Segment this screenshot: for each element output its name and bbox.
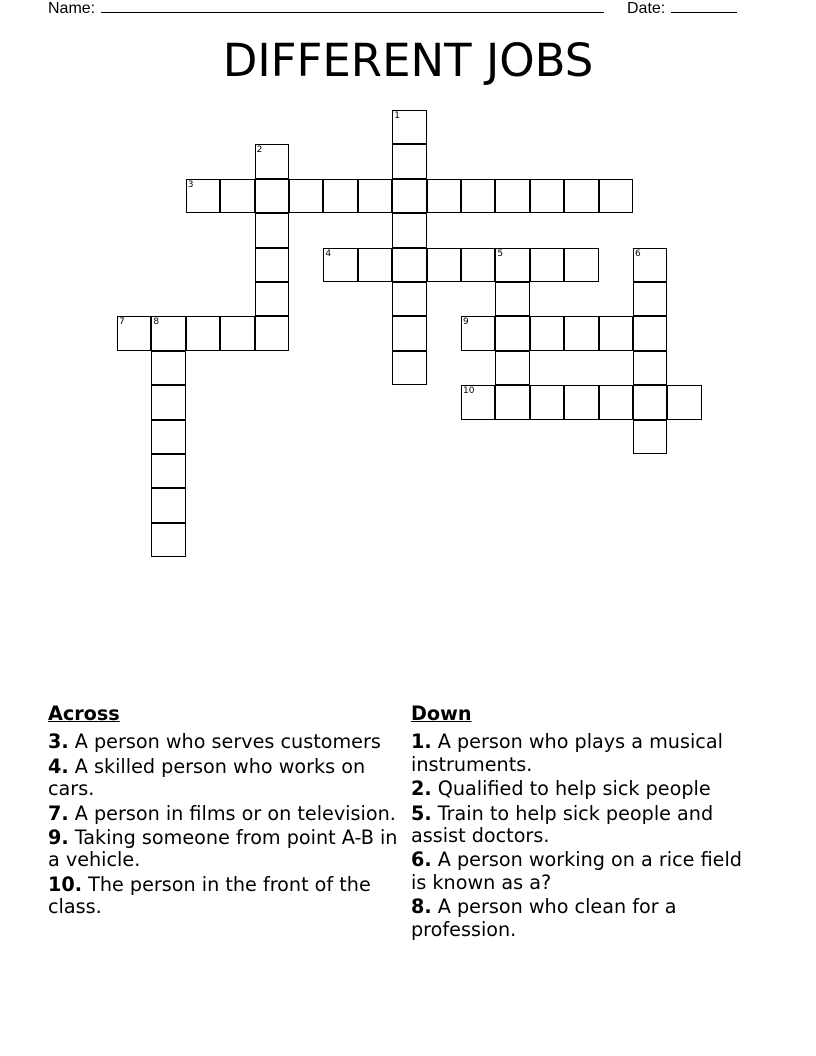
grid-cell[interactable]: [392, 316, 426, 350]
grid-cell[interactable]: [220, 179, 254, 213]
grid-cell[interactable]: [633, 385, 667, 419]
grid-cell[interactable]: [461, 385, 495, 419]
clue-number: 10.: [48, 872, 82, 896]
down-clue: [411, 849, 756, 894]
down-heading: Down: [411, 702, 472, 725]
clue-text: The person in the front of the class.: [48, 872, 371, 919]
clue-number-label: 1: [394, 111, 400, 121]
grid-cell[interactable]: [427, 179, 461, 213]
grid-cell[interactable]: [495, 385, 529, 419]
grid-cell[interactable]: [564, 316, 598, 350]
clue-text: Taking someone from point A-B in a vehicle.: [48, 826, 398, 872]
page-title: DIFFERENT JOBS: [222, 34, 594, 87]
down-clue: [411, 896, 756, 941]
grid-cell[interactable]: [599, 179, 633, 213]
grid-cell[interactable]: [186, 316, 220, 350]
grid-cell[interactable]: [530, 248, 564, 282]
grid-cell[interactable]: [289, 179, 323, 213]
clue-number-label: 6: [635, 248, 641, 259]
grid-cell[interactable]: [530, 385, 564, 419]
across-clue: [48, 874, 398, 919]
grid-cell[interactable]: [255, 248, 289, 282]
clue-number-label: 3: [187, 179, 194, 190]
grid-cell[interactable]: [461, 316, 495, 350]
clue-number: 2.: [411, 777, 432, 801]
grid-cell[interactable]: [530, 316, 564, 350]
clue-text: A person who serves customers: [74, 730, 381, 754]
grid-cell[interactable]: [599, 385, 633, 419]
grid-cell[interactable]: [151, 454, 185, 488]
grid-cell[interactable]: [323, 248, 357, 282]
grid-cell[interactable]: [667, 385, 701, 419]
clue-number: 8.: [411, 895, 432, 919]
grid-cell[interactable]: [151, 420, 185, 454]
down-clue: [411, 731, 756, 776]
grid-cell[interactable]: [427, 248, 461, 282]
clue-number-label: 4: [325, 248, 332, 259]
grid-cell[interactable]: [392, 179, 426, 213]
grid-cell[interactable]: [392, 144, 426, 178]
clue-number-label: 9: [463, 317, 469, 328]
grid-cell[interactable]: [186, 179, 220, 213]
across-clue: [48, 731, 398, 753]
grid-cell[interactable]: [323, 179, 357, 213]
grid-cell[interactable]: [633, 248, 667, 282]
grid-cell[interactable]: [530, 179, 564, 213]
clue-text: Train to help sick people and assist doctors.: [411, 801, 714, 848]
grid-cell[interactable]: [564, 385, 598, 419]
clue-number-label: 5: [497, 248, 504, 259]
down-clue: [411, 803, 756, 848]
grid-cell[interactable]: [495, 179, 529, 213]
grid-cell[interactable]: [151, 488, 185, 522]
clue-number: 5.: [411, 801, 432, 825]
grid-cell[interactable]: [495, 316, 529, 350]
clue-number: 1.: [411, 730, 432, 754]
grid-cell[interactable]: [564, 248, 598, 282]
grid-cell[interactable]: [392, 282, 426, 316]
across-clue: [48, 803, 398, 825]
across-clue: [48, 827, 398, 872]
clue-number: 6.: [411, 848, 432, 872]
clue-number: 7.: [48, 801, 69, 825]
grid-cell[interactable]: [392, 351, 426, 385]
grid-cell[interactable]: [633, 282, 667, 316]
clue-text: A person who clean for a profession.: [411, 895, 677, 941]
grid-cell[interactable]: [633, 351, 667, 385]
grid-cell[interactable]: [358, 248, 392, 282]
grid-cell[interactable]: [255, 316, 289, 350]
grid-cell[interactable]: [392, 213, 426, 247]
grid-cell[interactable]: [255, 282, 289, 316]
clue-text: A person who plays a musical instruments.: [411, 730, 723, 776]
grid-cell[interactable]: [495, 248, 529, 282]
clue-text: A person in films or on television.: [74, 801, 396, 825]
date-label: Date:: [627, 0, 666, 17]
clue-text: Qualified to help sick people: [437, 777, 711, 801]
grid-cell[interactable]: [255, 213, 289, 247]
down-clues: [411, 703, 756, 943]
grid-cell[interactable]: [255, 144, 289, 178]
clue-number-label: 8: [153, 317, 160, 328]
grid-cell[interactable]: [495, 282, 529, 316]
grid-cell[interactable]: [117, 316, 151, 350]
grid-cell[interactable]: [255, 179, 289, 213]
grid-cell[interactable]: [633, 316, 667, 350]
grid-cell[interactable]: [151, 316, 185, 350]
grid-cell[interactable]: [220, 316, 254, 350]
grid-cell[interactable]: [151, 523, 185, 557]
across-heading: Across: [48, 702, 120, 725]
grid-cell[interactable]: [495, 351, 529, 385]
clue-number: 3.: [48, 730, 69, 754]
grid-cell[interactable]: [151, 385, 185, 419]
grid-cell[interactable]: [392, 248, 426, 282]
across-clues: [48, 703, 398, 921]
clue-number-label: 10: [463, 386, 475, 397]
grid-cell[interactable]: [461, 248, 495, 282]
clue-text: A person working on a rice field is known as a?: [411, 848, 742, 894]
grid-cell[interactable]: [461, 179, 495, 213]
name-label: Name:: [48, 0, 96, 17]
clue-number-label: 2: [256, 145, 263, 156]
grid-cell[interactable]: [564, 179, 598, 213]
grid-cell[interactable]: [151, 351, 185, 385]
clue-text: A skilled person who works on cars.: [48, 754, 366, 801]
grid-cell[interactable]: [358, 179, 392, 213]
grid-cell[interactable]: [599, 316, 633, 350]
clue-number: 9.: [48, 826, 69, 850]
clue-number-label: 7: [119, 317, 125, 328]
clue-number: 4.: [48, 754, 69, 778]
grid-cell[interactable]: [392, 110, 426, 144]
down-clue: [411, 778, 756, 800]
grid-cell[interactable]: [633, 420, 667, 454]
across-clue: [48, 756, 398, 801]
